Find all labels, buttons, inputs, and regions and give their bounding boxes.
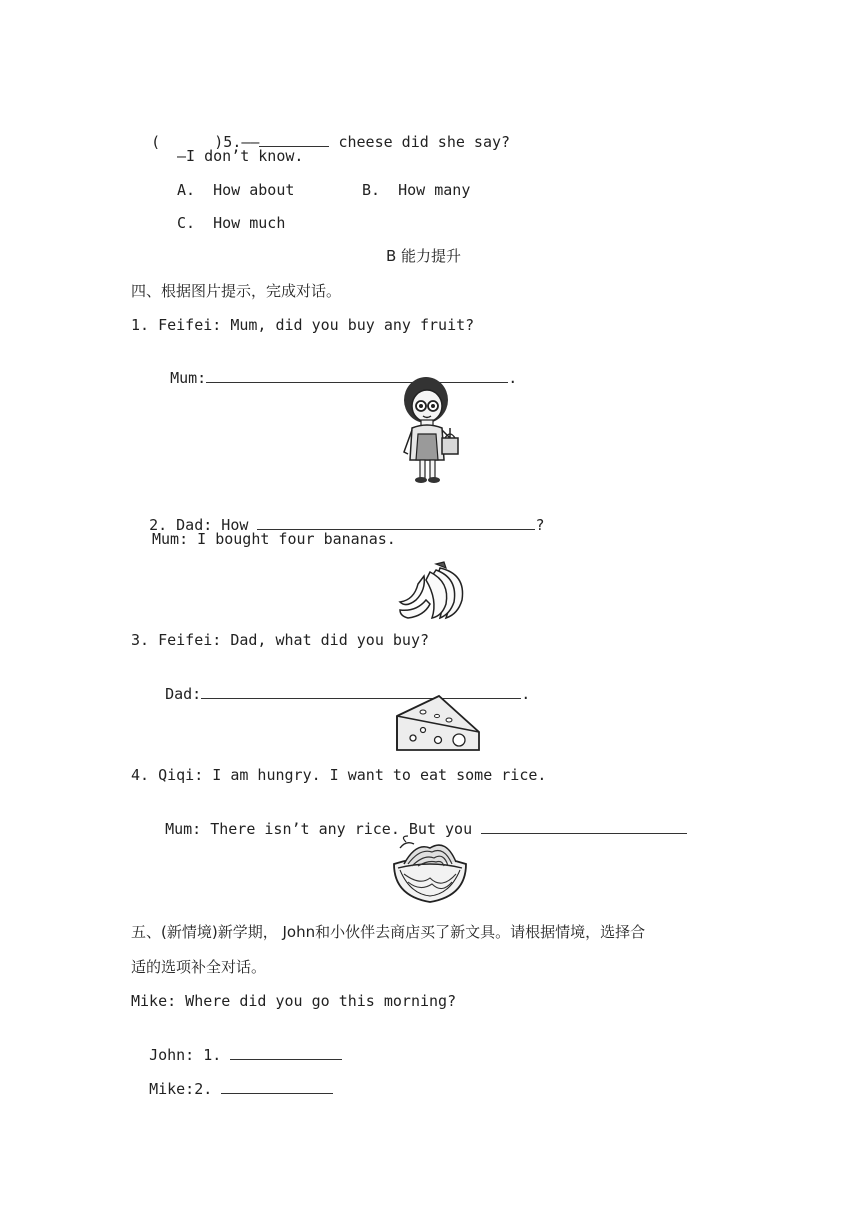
q5-answer: —I don’t know. [177, 147, 304, 165]
q5-option-c: C. How much [177, 214, 286, 232]
q5-option-b: B. How many [362, 181, 471, 199]
item2-blank[interactable] [257, 515, 535, 530]
item3-period: . [521, 685, 531, 703]
item1-period: . [508, 369, 518, 387]
item4-blank[interactable] [481, 819, 687, 834]
section5-line3 [131, 1059, 333, 1099]
mum-shopping-illustration [398, 374, 462, 486]
item4-answer-line [147, 799, 687, 839]
item2-answer: Mum: I bought four bananas. [152, 530, 396, 548]
item4-answer: Mum: There isn’t any rice. But you [165, 820, 482, 838]
section5-line1: Mike: Where did you go this morning? [131, 992, 457, 1010]
section5-john-label: John: 1. [149, 1046, 231, 1064]
item3-speaker: Dad: [165, 685, 202, 703]
section5-blank-1[interactable] [230, 1045, 342, 1060]
q5-bracket: ( )5.—— [151, 133, 260, 151]
q5-blank[interactable] [259, 132, 329, 147]
section5-title-line2: 适的选项补全对话。 [131, 958, 267, 976]
item1-blank[interactable] [206, 368, 508, 383]
item4-question: 4. Qiqi: I am hungry. I want to eat some rice. [131, 766, 547, 784]
item2-question: 2. Dad: How [149, 516, 258, 534]
item1-question: 1. Feifei: Mum, did you buy any fruit? [131, 316, 475, 334]
section5-mike-label: Mike:2. [149, 1080, 222, 1098]
section5-title-line1: 五、(新情境)新学期， John和小伙伴去商店买了新文具。请根据情境，选择合 [131, 923, 646, 941]
section4-title: 四、根据图片提示，完成对话。 [131, 282, 342, 300]
item3-question: 3. Feifei: Dad, what did you buy? [131, 631, 430, 649]
item1-answer-line [152, 348, 517, 388]
noodles-bowl-illustration [390, 834, 470, 906]
item2-qmark: ? [535, 516, 545, 534]
section-b-title: B 能力提升 [386, 247, 462, 265]
section5-blank-2[interactable] [221, 1079, 333, 1094]
q5-tail: cheese did she say? [329, 133, 511, 151]
cheese-illustration [393, 694, 483, 754]
item1-speaker: Mum: [170, 369, 207, 387]
bananas-illustration [396, 560, 468, 620]
q5-option-a: A. How about [177, 181, 295, 199]
